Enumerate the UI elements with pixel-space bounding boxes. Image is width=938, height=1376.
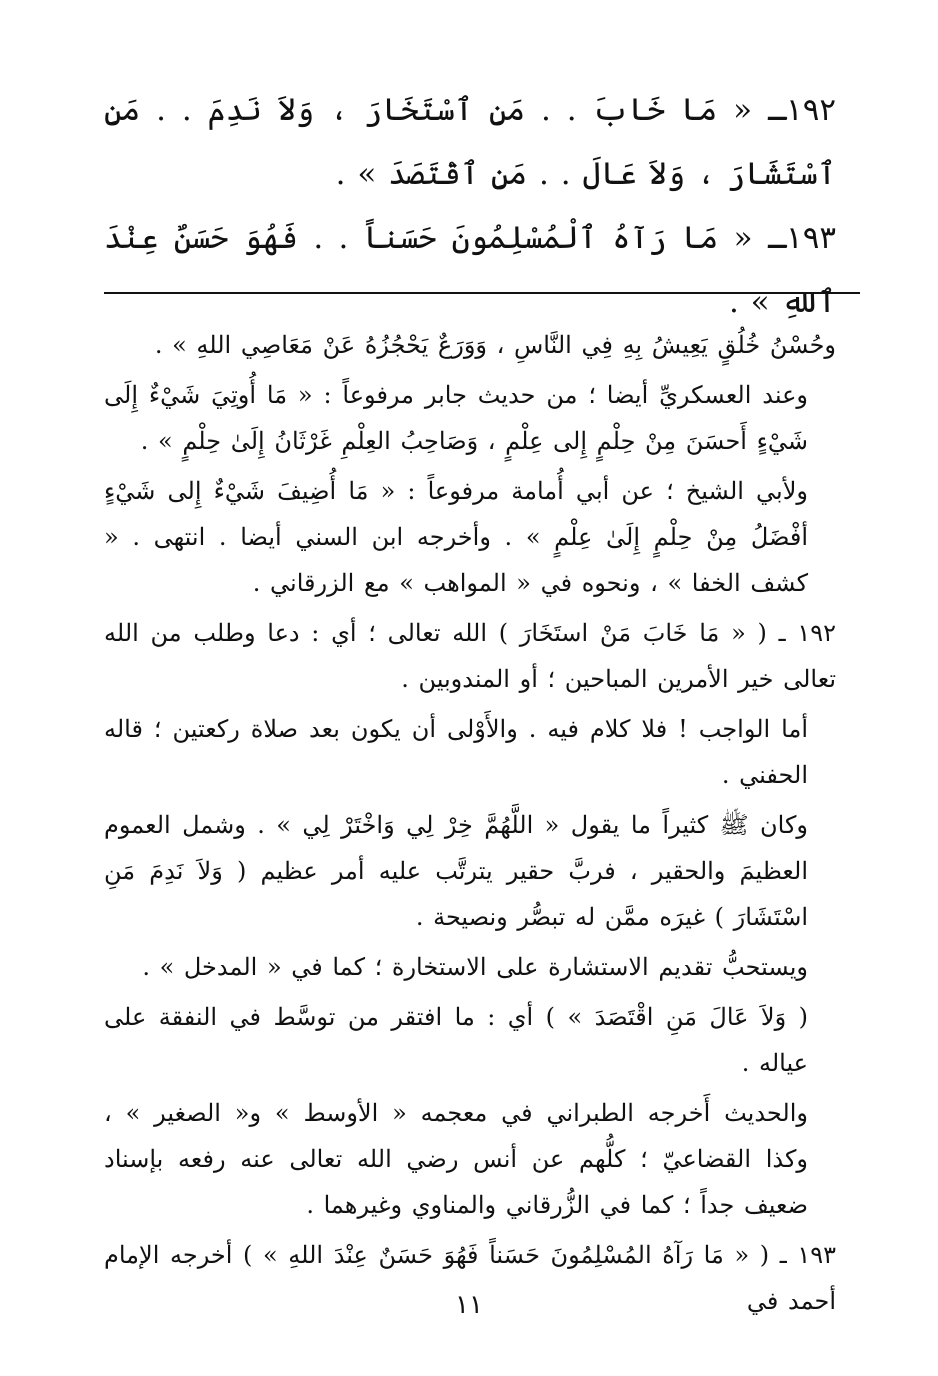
note-paragraph: والحديث أَخرجه الطبراني في معجمه « الأوسط » و« الصغير » ، وكذا القضاعيّ ؛ كلُّهم عن أنس رضي الله تعالى عنه رفعه بإسناد ضعيف جداً ؛ كما في الزُّرقاني والمناوي وغيرهما . [104, 1099, 808, 1219]
page-number: ١١ [455, 1290, 483, 1320]
note-paragraph: وحُسْنُ خُلُقٍ يَعِيشُ بِهِ فِي النَّاسِ ، وَوَرَعٌ يَحْجُزُهُ عَنْ مَعَاصِي اللهِ » . [154, 331, 836, 359]
note-paragraph: وعند العسكريِّ أيضا ؛ من حديث جابر مرفوعاً : « مَا أُوتِيَ شَيْءٌ إِلَى شَيْءٍ أَحسَنَ مِنْ حِلْمٍ إِلى عِلْمٍ ، وَصَاحِبُ العِلْمِ غَرْثَانُ إِلَىٰ حِلْمٍ » . [104, 381, 808, 455]
commentary-notes [104, 322, 836, 1328]
footnote-divider [104, 292, 860, 294]
main-text [104, 78, 836, 334]
note-paragraph: ١٩٢ ـ ( « مَا خَابَ مَنْ استَخَارَ ) الله تعالى ؛ أي : دعا وطلب من الله تعالى خير الأمرين المباحين ؛ أو المندوبين . [104, 619, 836, 693]
note-paragraph: أما الواجب ! فلا كلام فيه . والأَوْلى أن يكون بعد صلاة ركعتين ؛ قاله الحفني . [104, 715, 808, 789]
note-paragraph: ولأبي الشيخ ؛ عن أبي أُمامة مرفوعاً : « مَا أُضِيفَ شَيْءٌ إِلى شَيْءٍ أفْضَلُ مِنْ حِلْمٍ إِلَىٰ عِلْمٍ » . وأخرجه ابن السني أيضا . انتهى . « كشف الخفا » ، ونحوه في « المواهب » مع الزرقاني . [104, 477, 809, 597]
hadith-192: ١٩٢ـ « مَا خَابَ . . مَنِ ٱسْتَخَارَ ، وَلاَ نَدِمَ . . مَنِ ٱسْتَشَارَ ، وَلاَ عَالَ . . مَنِ ٱقْتَصَدَ » . [104, 92, 836, 192]
note-paragraph: وكان ﷺ كثيراً ما يقول « اللَّهُمَّ خِرْ لِي وَاخْتَرْ لِي » . وشمل العموم العظيمَ والحقير ، فربَّ حقير يترتَّب عليه أمر عظيم ( وَلاَ نَدِمَ مَنِ اسْتَشَارَ ) غيرَه ممَّن له تبصُّر ونصيحة . [104, 811, 808, 931]
note-paragraph: ويستحبُّ تقديم الاستشارة على الاستخارة ؛ كما في « المدخل » . [142, 953, 808, 981]
note-paragraph: ( وَلاَ عَالَ مَنِ اقْتَصَدَ » ) أي : ما افتقر من توسَّط في النفقة على عياله . [104, 1003, 808, 1077]
hadith-193: ١٩٣ـ « مَا رَآهُ ٱلْمُسْلِمُونَ حَسَناً . . فَهُوَ حَسَنٌ عِنْدَ ٱللهِ » . [104, 220, 836, 320]
note-paragraph: ١٩٣ ـ ( « مَا رَآهُ المُسْلِمُونَ حَسَناً فَهُوَ حَسَنٌ عِنْدَ اللهِ » ) أخرجه الإمام أحمد في [104, 1241, 836, 1315]
